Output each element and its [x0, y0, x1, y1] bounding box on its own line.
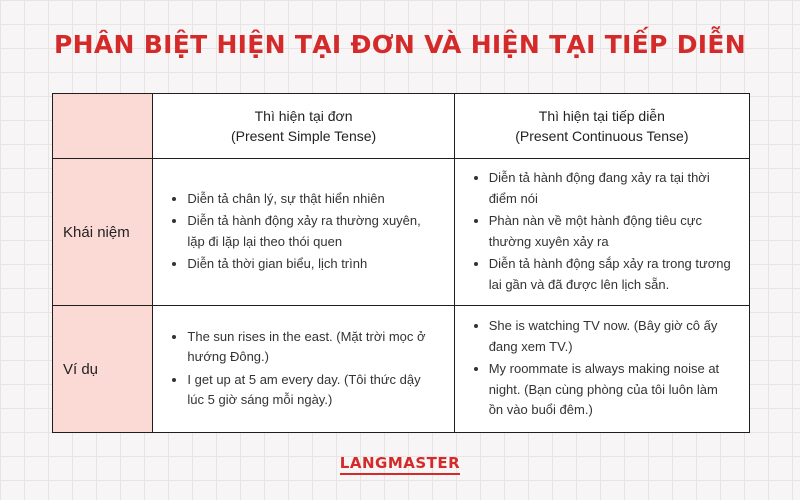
header-present-continuous — [454, 94, 749, 159]
list-item: • Diễn tả chân lý, sự thật hiển nhiên — [187, 189, 439, 210]
row-label-example: Ví dụ — [53, 306, 153, 433]
header-present-simple — [153, 94, 454, 159]
header-corner-cell — [53, 94, 153, 159]
list-item: • I get up at 5 am every day. (Tôi thức dậy lúc 5 giờ sáng mỗi ngày.) — [187, 370, 439, 411]
list-item: • Diễn tả thời gian biểu, lịch trình — [187, 254, 439, 275]
page-title: PHÂN BIỆT HIỆN TẠI ĐƠN VÀ HIỆN TẠI TIẾP DIỄN — [54, 30, 746, 59]
concept-simple-list — [153, 189, 453, 275]
list-item: • She is watching TV now. (Bây giờ cô ấy đang xem TV.) — [489, 316, 735, 357]
header-present-simple-english: (Present Simple Tense) — [230, 128, 377, 144]
list-item: • My roommate is always making noise at night. (Bạn cùng phòng của tôi luôn làm ồn vào buổi đêm.) — [489, 359, 735, 421]
header-present-simple-name: Thì hiện tại đơn — [254, 108, 353, 124]
concept-continuous-list — [455, 168, 749, 295]
header-present-continuous-english: (Present Continuous Tense) — [515, 128, 689, 144]
example-continuous-cell — [454, 306, 749, 433]
table-row-example — [53, 306, 750, 433]
list-item: • Diễn tả hành động sắp xảy ra trong tương lai gần và đã được lên lịch sẵn. — [489, 254, 735, 295]
row-label-concept: Khái niệm — [53, 159, 153, 306]
brand-logo-text: LANGMASTER — [340, 454, 460, 475]
example-simple-list — [153, 327, 453, 411]
comparison-table — [52, 93, 750, 433]
concept-simple-cell — [153, 159, 454, 306]
brand-logo — [0, 454, 800, 473]
concept-continuous-cell — [454, 159, 749, 306]
example-continuous-list — [455, 316, 749, 421]
list-item: • Phàn nàn về một hành động tiêu cực thường xuyên xảy ra — [489, 211, 735, 252]
header-present-continuous-name: Thì hiện tại tiếp diễn — [538, 108, 665, 124]
table-row-concept — [53, 159, 750, 306]
list-item: • The sun rises in the east. (Mặt trời mọc ở hướng Đông.) — [187, 327, 439, 368]
example-simple-cell — [153, 306, 454, 433]
list-item: • Diễn tả hành động xảy ra thường xuyên, lặp đi lặp lại theo thói quen — [187, 211, 439, 252]
table-header-row — [53, 94, 750, 159]
list-item: • Diễn tả hành động đang xảy ra tại thời điểm nói — [489, 168, 735, 209]
